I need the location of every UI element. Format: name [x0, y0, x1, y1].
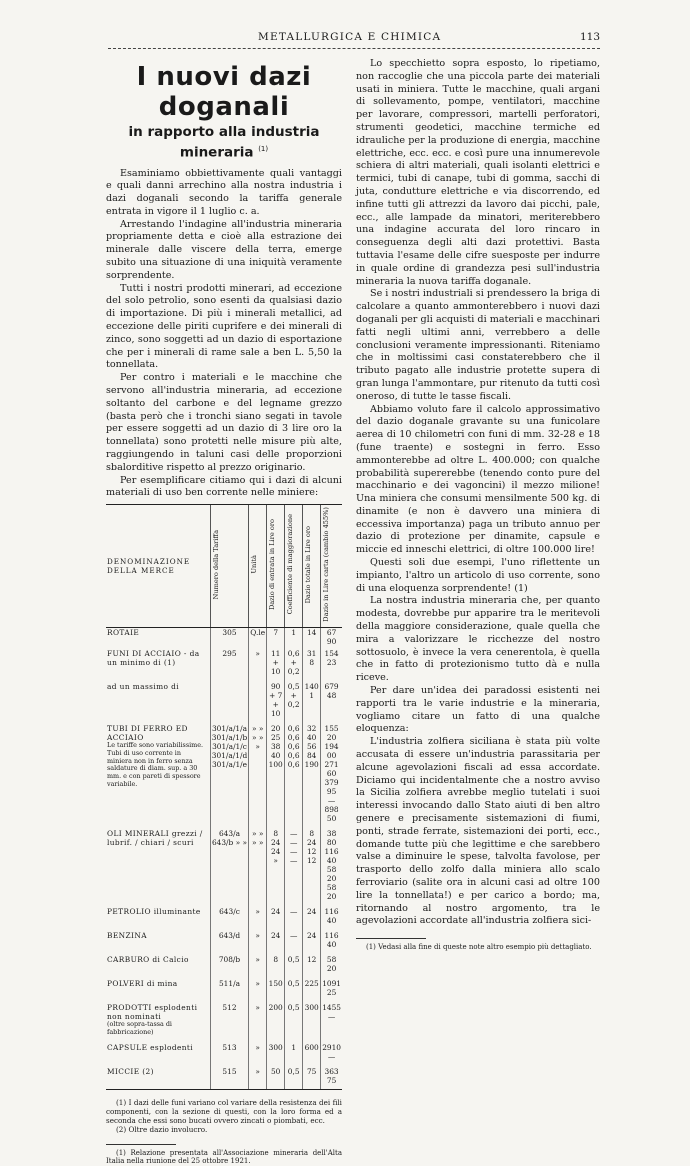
cell-num	[210, 679, 248, 721]
merce-name: TUBI DI FERRO ED ACCIAIO	[107, 723, 188, 742]
cell-dazio: 11 + 10	[267, 646, 285, 679]
cell-num: 643/c	[210, 904, 248, 928]
cell-merce	[106, 952, 210, 976]
cell-totale: 140 1	[303, 679, 321, 721]
page-number: 113	[579, 31, 600, 43]
cell-dazio: 8 24 24 »	[267, 826, 285, 904]
column-header-text: Dazio totale in Lire oro	[304, 525, 313, 604]
column-header	[267, 505, 285, 628]
cell-coeff: —	[285, 904, 303, 928]
paragraph: Questi soli due esempi, l'uno riflettente un impianto, l'altro un articolo di uso corrente, sono di una eloquenza sorprendente! (1)	[356, 557, 600, 594]
cell-carta: 363 75	[321, 1064, 342, 1090]
merce-name: PRODOTTI esplodenti non nominati	[107, 1002, 198, 1021]
cell-dazio: 200	[267, 1000, 285, 1040]
merce-name: ad un massimo di	[107, 681, 180, 691]
cell-dazio: 24	[267, 928, 285, 952]
table-row	[106, 679, 342, 721]
table-row	[106, 721, 342, 826]
cell-coeff: 0,5	[285, 1000, 303, 1040]
cell-dazio: 150	[267, 976, 285, 1000]
cell-dazio: 50	[267, 1064, 285, 1090]
cell-totale: 24	[303, 928, 321, 952]
cell-unit: »	[249, 976, 267, 1000]
paragraph: L'industria zolfiera siciliana è stata più volte accusata di essere un'industria parassitaria per alcune agevolazioni fiscali ad essa accordate. Diciamo qui incidentalmente che a nostro avviso la Sicilia zolfiera avrebbe meglio tutelati i suoi interessi invocando dallo Stato aiuti di ben altro genere e precisamente sistemazioni di fiumi, ponti, strade ferrate, sistemazioni dei porti, ecc., domande tutte più che legittime e che sarebbero valse a diminuire le spese, talvolta favolose, per trasporto dello zolfo dalla miniera allo scalo ferroviario (salite ora in alcuni casi ad oltre 100 lire la tonnellata!) e per carico a bordo; ma, ritornando al nostro argomento, tra le agevolazioni accordate all'industria zolfiera sici-	[356, 736, 600, 927]
footnote-rule	[356, 938, 426, 939]
cell-merce	[106, 1000, 210, 1040]
paragraph: La nostra industria mineraria che, per quanto modesta, dovrebbe pur apparire tra le meritevoli della maggiore considerazione, quale quella che mira a valorizzare le ricchezze del nostro sottosuolo, è invece la vera cenerentola, è quella che in fatto di protezionismo tutto dà e nulla riceve.	[356, 595, 600, 684]
cell-num: 512	[210, 1000, 248, 1040]
cell-merce	[106, 1040, 210, 1064]
column-header-text: Unità	[250, 555, 259, 574]
cell-num: 643/d	[210, 928, 248, 952]
cell-coeff: 0,5	[285, 1064, 303, 1090]
merce-name: FUNI DI ACCIAIO - da un minimo di (1)	[107, 648, 200, 667]
paragraph: Esaminiamo obbiettivamente quali vantaggi e quali danni arrechino alla nostra industria i dazi doganali secondo la tariffa generale entrata in vigore il 1 luglio c. a.	[106, 167, 342, 217]
paragraph: Lo specchietto sopra esposto, lo ripetiamo, non raccoglie che una piccola parte dei materiali usati in miniera. Tutte le macchine, quali argani di sollevamento, pompe, ventilatori, macchine per lavorare, compressori, martelli perforatori, strumenti geodetici, macchine termiche ed idrauliche per la produzione di energia, macchine elettriche, ecc. ecc. e così pure una innumerevole schiera di altri materiali, quali isolanti elettrici e termici, tubi di canape, tubi di gomma, sacchi di juta, condutture elettriche e via discorrendo, ed infine tutti gli attrezzi da lavoro dai picchi, pale, ecc., alle lampade da minatori, meriterebbero una indagine accurata del loro rincaro in conseguenza degli alti dazi protettivi. Basta tuttavia l'esame delle cifre suesposte per indurre in quale ordine di grandezza pesi sull'industria mineraria la nuova tariffa doganale.	[356, 58, 600, 287]
cell-carta: 154 23	[321, 646, 342, 679]
footnote-right	[356, 943, 600, 952]
cell-unit: Q.le	[249, 627, 267, 646]
cell-num: 301/a/1/a 301/a/1/b 301/a/1/c 301/a/1/d 301/a/1/e	[210, 721, 248, 826]
paragraph: Tutti i nostri prodotti minerari, ad eccezione del solo petrolio, sono esenti da qualsiasi dazio di importazione. Di più i minerali metallici, ad eccezione delle piriti cuprifere e dei minerali di zinco, sono soggetti ad un dazio di esportazione che per i minerali di rame sale a ben L. 5,50 la tonnellata.	[106, 282, 342, 371]
article-subtitle-text: in rapporto alla industria mineraria	[128, 124, 320, 161]
cell-carta: 1091 25	[321, 976, 342, 1000]
table-row	[106, 928, 342, 952]
column-header-text: Coefficiente di maggiorazione	[286, 514, 295, 615]
article-title: I nuovi dazi doganali	[136, 62, 312, 122]
table-row	[106, 1000, 342, 1040]
cell-carta: 2910 —	[321, 1040, 342, 1064]
cell-carta: 679 48	[321, 679, 342, 721]
cell-totale: 32 40 56 84 190	[303, 721, 321, 826]
cell-coeff: —	[285, 928, 303, 952]
cell-carta: 58 20	[321, 952, 342, 976]
cell-merce	[106, 627, 210, 646]
cell-totale: 24	[303, 904, 321, 928]
table-row	[106, 904, 342, 928]
subtitle-footnote-marker: (1)	[258, 145, 269, 153]
cell-unit: »	[249, 904, 267, 928]
paragraph: Per contro i materiali e le macchine che servono all'industria mineraria, ad eccezione soltanto del carbone e del legname grezzo (basta però che i tronchi siano segati in tavole per essere soggetti ad un dazio di 3 lire oro la tonnellata) sono protetti nelle misure più alte, raggiungendo in taluni casi delle proporzioni sbalorditive rispetto al prezzo originario.	[106, 372, 342, 473]
cell-merce	[106, 826, 210, 904]
cell-totale: 300	[303, 1000, 321, 1040]
cell-dazio: 300	[267, 1040, 285, 1064]
cell-dazio: 90 + 7 + 10	[267, 679, 285, 721]
column-header	[321, 505, 342, 628]
cell-coeff: 1	[285, 627, 303, 646]
cell-coeff: 1	[285, 1040, 303, 1064]
cell-merce	[106, 928, 210, 952]
cell-unit: »	[249, 1040, 267, 1064]
table-notes	[106, 1098, 342, 1134]
table-row	[106, 627, 342, 646]
cell-num: 295	[210, 646, 248, 679]
cell-num: 643/a 643/b » »	[210, 826, 248, 904]
cell-coeff: 0,6 0,6 0,6 0,6 0,6	[285, 721, 303, 826]
cell-dazio: 24	[267, 904, 285, 928]
cell-coeff: 0,5	[285, 976, 303, 1000]
column-header-text: Numero della Tariffa	[211, 529, 220, 600]
cell-unit: »	[249, 952, 267, 976]
cell-coeff: 0,5	[285, 952, 303, 976]
cell-totale: 8 24 12 12	[303, 826, 321, 904]
cell-dazio: 7	[267, 627, 285, 646]
merce-name: CARBURO di Calcio	[107, 954, 189, 964]
table-note: (2) Oltre dazio involucro.	[116, 1124, 208, 1134]
column-header-text: Dazio in Lire carta (cambio 455%)	[322, 507, 331, 622]
article-subtitle	[106, 124, 342, 162]
paragraph: Abbiamo voluto fare il calcolo approssimativo del dazio doganale gravante su una funicolare aerea di 10 chilometri con funi di mm. 32-28 e 18 (fune traente) e sostegni in ferro. Esso ammonterebbe ad oltre L. 400.000; con qualche probabilità supererebbe (tenendo conto pure del macchinario e dei vagoncini) il mezzo milione! Una miniera che consumi mensilmente 500 kg. di dinamite (e non è davvero una miniera di eccessiva importanza) paga un tributo annuo per dazio di protezione per dinamite, capsule e miccie ed inneschi elettrici, di oltre 100.000 lire!	[356, 403, 600, 556]
left-column	[106, 58, 342, 1166]
cell-unit: » » » » »	[249, 721, 267, 826]
cell-merce	[106, 646, 210, 679]
merce-note: (oltre sopra-tassa di fabbricazione)	[107, 1019, 172, 1036]
table-note: (1) I dazi delle funi variano col variare della resistenza dei fili componenti, con la sezione di questi, con la loro forma ed a seconda che essi sono bucati ovvero zincati o piombati, ecc.	[106, 1097, 342, 1125]
cell-carta: 1455 —	[321, 1000, 342, 1040]
column-header-text: Dazio di entrata in Lire oro	[268, 519, 277, 611]
cell-coeff: 0,5 + 0,2	[285, 679, 303, 721]
merce-note: Le tariffe sono variabilissime. Tubi di uso corrente in miniera non in ferro senza saldature di diam. sup. a 30 mm. e con pareti di spessore variabile.	[107, 740, 204, 788]
footnote-text: (1) Vedasi alla fine di queste note altro esempio più dettagliato.	[366, 943, 592, 952]
merce-name: BENZINA	[107, 930, 147, 940]
table-row	[106, 826, 342, 904]
table-row	[106, 952, 342, 976]
running-head	[108, 31, 600, 47]
cell-merce	[106, 976, 210, 1000]
column-header	[285, 505, 303, 628]
cell-totale: 225	[303, 976, 321, 1000]
cell-num: 513	[210, 1040, 248, 1064]
cell-merce	[106, 679, 210, 721]
running-title: METALLURGICA E CHIMICA	[258, 31, 442, 43]
table-row	[106, 976, 342, 1000]
paragraph: Per esemplificare citiamo qui i dazi di alcuni materiali di uso ben corrente nelle miniere:	[106, 474, 342, 499]
table-row	[106, 1040, 342, 1064]
table-row	[106, 646, 342, 679]
paragraph: Arrestando l'indagine all'industria mineraria propriamente detta e cioè alla estrazione dei minerale dalle viscere della terra, emerge subito una situazione di una iniquità veramente sorprendente.	[106, 218, 342, 281]
cell-unit: »	[249, 1064, 267, 1090]
tariff-table	[106, 504, 342, 1089]
cell-totale: 14	[303, 627, 321, 646]
paragraph: Se i nostri industriali si prendessero la briga di calcolare a quanto ammonterebbero i nuovi dazi doganali per gli acquisti di materiali e macchinari fatti negli ultimi anni, verrebbero a delle conclusioni veramente impressionanti. Riteniamo che in moltissimi casi constaterebbero che il tributo pagato alle industrie protette supera di gran lunga l'ammontare, pur ritenuto da tutti così oneroso, di tutte le tasse fiscali.	[356, 288, 600, 402]
merce-name: PETROLIO illuminante	[107, 906, 201, 916]
column-header	[303, 505, 321, 628]
merce-name: OLI MINERALI grezzi / lubrif. / chiari / scuri	[107, 828, 203, 847]
footnote-left	[106, 1149, 342, 1166]
cell-unit: » » » »	[249, 826, 267, 904]
column-header	[210, 505, 248, 628]
cell-num: 708/b	[210, 952, 248, 976]
cell-num: 511/a	[210, 976, 248, 1000]
cell-totale: 75	[303, 1064, 321, 1090]
table-header-row	[106, 505, 342, 628]
footnote-text: (1) Relazione presentata all'Associazione mineraria dell'Alta Italia nella riunione del 25 ottobre 1921.	[106, 1148, 342, 1166]
cell-totale: 12	[303, 952, 321, 976]
cell-unit: »	[249, 928, 267, 952]
header-rule	[108, 48, 600, 49]
merce-name: ROTAIE	[107, 627, 140, 637]
merce-name: CAPSULE esplodenti	[107, 1042, 194, 1052]
cell-merce	[106, 721, 210, 826]
column-header	[249, 505, 267, 628]
cell-carta: 155 20 194 00 271 60 379 95 —898 50	[321, 721, 342, 826]
cell-merce	[106, 1064, 210, 1090]
cell-dazio: 8	[267, 952, 285, 976]
cell-coeff: 0,6 + 0,2	[285, 646, 303, 679]
cell-dazio: 20 25 38 40 100	[267, 721, 285, 826]
cell-unit: »	[249, 1000, 267, 1040]
merce-name: POLVERI di mina	[107, 978, 178, 988]
cell-num: 515	[210, 1064, 248, 1090]
cell-carta: 67 90	[321, 627, 342, 646]
right-column	[356, 58, 600, 952]
column-header: DENOMINAZIONE DELLA MERCE	[106, 505, 210, 628]
cell-totale: 600	[303, 1040, 321, 1064]
cell-num: 305	[210, 627, 248, 646]
cell-merce	[106, 904, 210, 928]
cell-carta: 116 40	[321, 904, 342, 928]
cell-coeff: — — — —	[285, 826, 303, 904]
paragraph: Per dare un'idea dei paradossi esistenti nei rapporti tra le varie industrie e la mineraria, vogliamo citare un fatto di una qualche eloquenza:	[356, 685, 600, 735]
footnote-rule	[106, 1144, 176, 1145]
merce-name: MICCIE (2)	[107, 1066, 154, 1076]
cell-carta: 38 80 116 40 58 20 58 20	[321, 826, 342, 904]
table-row	[106, 1064, 342, 1090]
cell-carta: 116 40	[321, 928, 342, 952]
cell-unit: »	[249, 646, 267, 679]
cell-unit	[249, 679, 267, 721]
cell-totale: 31 8	[303, 646, 321, 679]
